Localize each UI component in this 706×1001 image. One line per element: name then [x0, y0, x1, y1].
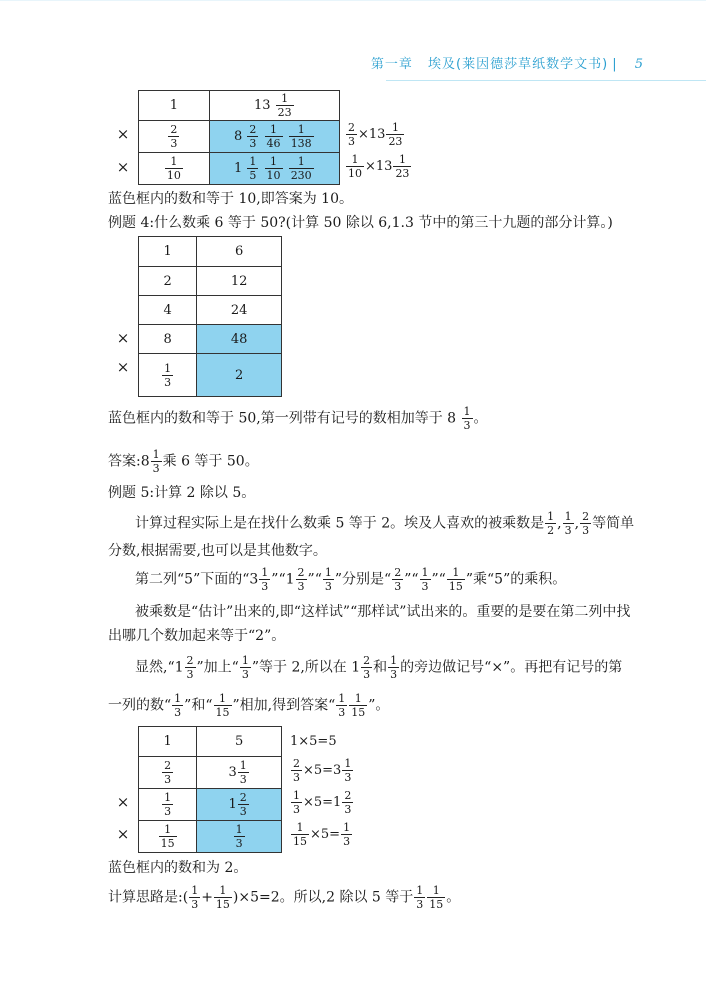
side-formula: $\frac{2}{3}$ ×5=3 $\frac{1}{3}$	[293, 757, 352, 784]
paragraph: 计算思路是:( $\frac{1}{3}$ + $\frac{1}{15}$ )×5=2。所以,2 除以 5 等于 $\frac{1}{3}$ $\frac{1}{15}$ 。	[108, 884, 461, 911]
table-row	[139, 91, 340, 121]
check-mark: ×	[116, 158, 130, 176]
chapter-title: 埃及(莱因德莎草纸数学文书)	[428, 57, 609, 72]
paragraph: 蓝色框内的数和为 2。	[108, 860, 248, 876]
highlighted-cell: 1 $\frac{1}{5}$ $\frac{1}{10}$ $\frac{1}{230}$	[209, 153, 339, 185]
side-formula: $\frac{1}{3}$ ×5=1 $\frac{2}{3}$	[293, 789, 352, 816]
highlighted-cell: 2	[197, 354, 282, 397]
table-cell: 1	[169, 98, 178, 113]
table-cell: 2	[139, 267, 197, 296]
table-cell: $\frac{1}{3}$	[139, 354, 197, 397]
table-row	[139, 354, 282, 397]
check-mark: ×	[116, 125, 130, 143]
check-mark: ×	[116, 793, 130, 811]
table-cell: $\frac{1}{10}$	[139, 153, 210, 185]
table-row	[139, 153, 340, 185]
paragraph: 蓝色框内的数和等于 10,即答案为 10。	[108, 191, 353, 207]
table-cell: 4	[139, 296, 197, 325]
highlighted-cell: 1 $\frac{2}{3}$	[197, 789, 282, 821]
table-cell: 3 $\frac{1}{3}$	[197, 757, 282, 789]
chapter-label: 第一章	[370, 57, 413, 72]
table-row	[139, 267, 282, 296]
table-cell: 6	[197, 237, 282, 267]
table-row	[139, 789, 282, 821]
table-row	[139, 821, 282, 853]
table-row	[139, 296, 282, 325]
paragraph: 计算过程实际上是在找什么数乘 5 等于 2。埃及人喜欢的被乘数是 $\frac{1}{2}$ , $\frac{1}{3}$ , $\frac{2}{3}$ 等简单	[135, 510, 635, 537]
table-cell: 12	[197, 267, 282, 296]
table-cell: 1	[139, 727, 197, 757]
paragraph: 被乘数是“估计”出来的,即“这样试”“那样试”试出来的。重要的是要在第二列中找	[135, 604, 631, 620]
highlighted-cell: 8 $\frac{2}{3}$ $\frac{1}{46}$ $\frac{1}{138}$	[209, 121, 339, 153]
paragraph: 蓝色框内的数和等于 50,第一列带有记号的数相加等于 8 $\frac{1}{3}$ 。	[108, 405, 488, 432]
paragraph: 一列的数“ $\frac{1}{3}$ ”和“ $\frac{1}{15}$ ”相加,得到答案“ $\frac{1}{3}$ $\frac{1}{15}$ ”。	[108, 692, 390, 719]
table-row	[139, 727, 282, 757]
side-formula: 1×5=5	[290, 734, 337, 749]
highlighted-cell: $\frac{1}{3}$	[197, 821, 282, 853]
check-mark: ×	[116, 358, 130, 376]
header-rule	[386, 80, 706, 81]
table-cell: $\frac{2}{3}$	[139, 757, 197, 789]
table-row	[139, 325, 282, 354]
table-cell: 24	[197, 296, 282, 325]
paragraph: 第二列“5”下面的“3 $\frac{1}{3}$ ”“1 $\frac{2}{3}$ ”“ $\frac{1}{3}$ ”分别是“ $\frac{2}{3}$ ”“ $\frac{1}{3}$ ”“ $\frac{1}{15}$ ”乘“5”的乘积。	[135, 566, 567, 593]
highlighted-cell: 48	[197, 325, 282, 354]
paragraph: 分数,根据需要,也可以是其他数字。	[108, 543, 327, 559]
page-number: 5	[634, 57, 644, 72]
running-header	[371, 53, 644, 72]
table-cell: 5	[197, 727, 282, 757]
check-mark: ×	[116, 329, 130, 347]
table-row	[139, 757, 282, 789]
table-cell: $\frac{1}{15}$	[139, 821, 197, 853]
table-cell: 8	[139, 325, 197, 354]
paragraph: 显然,“1 $\frac{2}{3}$ ”加上“ $\frac{1}{3}$ ”等于 2,所以在 1 $\frac{2}{3}$ 和 $\frac{1}{3}$ 的旁边做记号“×”。再把有记号的第	[135, 654, 623, 681]
header-separator: |	[612, 57, 618, 72]
table-cell: $\frac{1}{3}$	[139, 789, 197, 821]
multiplication-table-1	[138, 90, 340, 185]
table-cell: 1	[139, 237, 197, 267]
table-cell: $\frac{2}{3}$	[139, 121, 210, 153]
check-mark: ×	[116, 825, 130, 843]
multiplication-table-2	[138, 236, 282, 397]
side-formula: $\frac{1}{15}$ ×5= $\frac{1}{3}$	[293, 821, 351, 848]
side-formula: $\frac{2}{3}$ ×13 $\frac{1}{23}$	[348, 121, 403, 148]
multiplication-table-3	[138, 726, 282, 853]
table-cell: 13 $\frac{1}{23}$	[209, 91, 339, 121]
answer-line: 答案:8 $\frac{1}{3}$ 乘 6 等于 50。	[108, 448, 259, 475]
table-row	[139, 121, 340, 153]
side-formula: $\frac{1}{10}$ ×13 $\frac{1}{23}$	[348, 153, 410, 180]
table-row	[139, 237, 282, 267]
paragraph: 出哪几个数加起来等于“2”。	[108, 628, 286, 644]
example-4-heading: 例题 4:什么数乘 6 等于 50?(计算 50 除以 6,1.3 节中的第三十九题的部分计算。)	[108, 215, 613, 231]
example-5-heading: 例题 5:计算 2 除以 5。	[108, 485, 256, 501]
